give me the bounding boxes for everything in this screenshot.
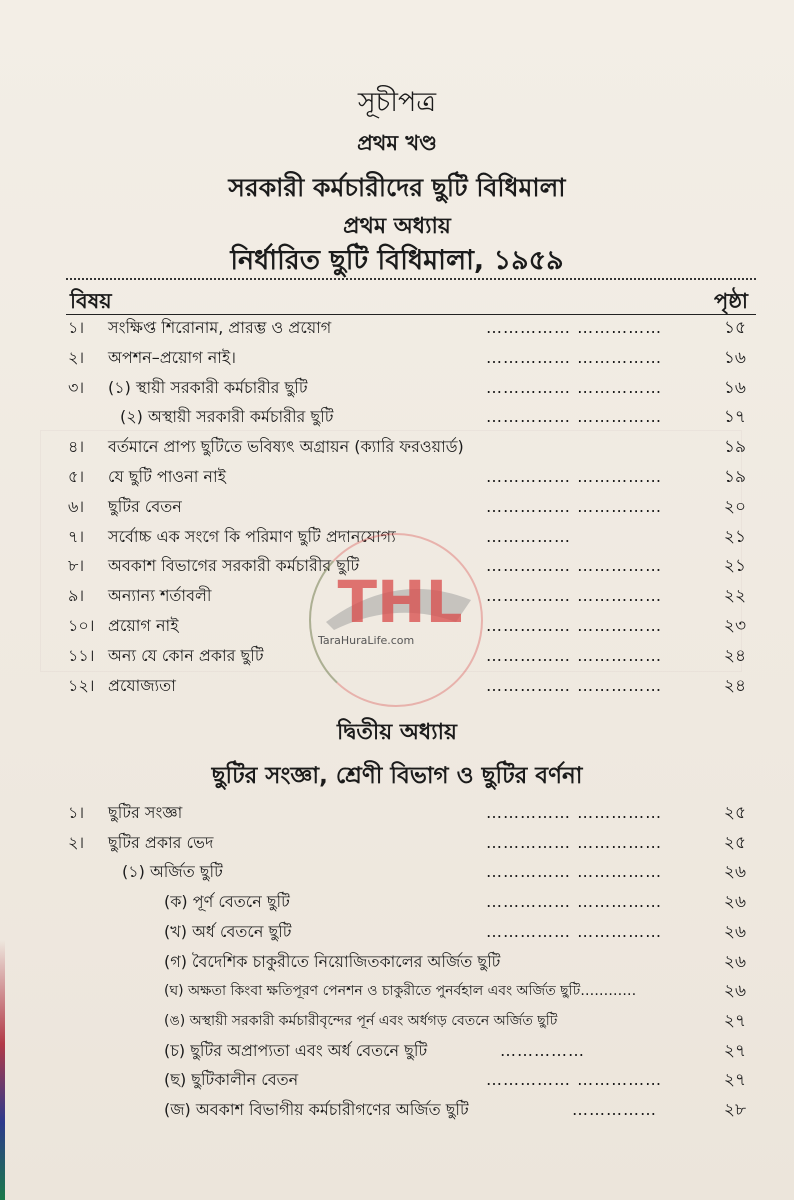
- toc-row-leader-dots: …………… ……………: [486, 347, 663, 367]
- toc-row: [0, 373, 794, 403]
- toc-row-page-number: ২৬: [723, 921, 746, 942]
- toc-row-text: (গ) বৈদেশিক চাকুরীতে নিয়োজিতকালের অর্জিত ছুটি: [164, 951, 501, 971]
- toc-row-page-number: ২৭: [723, 1040, 746, 1061]
- toc-row: [0, 492, 794, 522]
- toc-row-page-number: ২২: [723, 586, 746, 607]
- toc-row-leader-dots: …………… ……………: [486, 892, 663, 912]
- toc-row-leader-dots: …………… ……………: [486, 496, 663, 516]
- thl-watermark-logo: [306, 530, 486, 710]
- toc-row-number: ২।: [68, 832, 85, 852]
- toc-row-text: (ঘ) অক্ষতা কিংবা ক্ষতিপূরণ পেনশন ও চাকুরীতে পুনর্বহাল এবং অর্জিত ছুটি…………: [164, 983, 637, 1000]
- toc-row-page-number: ১৯: [723, 437, 746, 458]
- subject-column-header: বিষয়: [70, 289, 112, 313]
- toc-row-text: অন্যান্য শর্তাবলী: [108, 586, 212, 606]
- toc-row-text: (খ) অর্ধ বেতনে ছুটি: [164, 921, 292, 941]
- toc-row-number: ৬।: [68, 496, 85, 516]
- toc-row: [0, 917, 794, 947]
- toc-row-leader-dots: …………… ……………: [486, 377, 663, 397]
- toc-row: [0, 887, 794, 917]
- toc-row-leader-dots: …………… ……………: [486, 318, 663, 337]
- toc-row: [0, 947, 794, 977]
- toc-row: [0, 432, 794, 462]
- toc-row-text: (ছ) ছুটিকালীন বেতন: [164, 1070, 299, 1090]
- toc-row-page-number: ২৫: [723, 803, 746, 823]
- toc-row-text: (চ) ছুটির অপ্রাপ্যতা এবং অর্ধ বেতনে ছুটি: [164, 1040, 428, 1060]
- toc-row-leader-dots: …………… ……………: [486, 862, 663, 882]
- toc-row-leader-dots: …………… ……………: [486, 675, 663, 695]
- toc-row-page-number: ২১: [723, 526, 746, 547]
- toc-row-number: ১২।: [68, 675, 95, 695]
- toc-row-number: ৩।: [68, 377, 85, 397]
- toc-row-leader-dots: ……………: [486, 526, 571, 546]
- toc-row-leader-dots: …………… ……………: [486, 616, 663, 635]
- page-edge-strip: [0, 940, 5, 1200]
- book-title: সরকারী কর্মচারীদের ছুটি বিধিমালা: [228, 173, 566, 202]
- toc-row-leader-dots: …………… ……………: [486, 1070, 663, 1090]
- toc-row-text: (১) অর্জিত ছুটি: [122, 862, 223, 882]
- toc-row-page-number: ২৩: [723, 616, 746, 636]
- toc-row-number: ১১।: [68, 645, 95, 665]
- toc-row-number: ৪।: [68, 437, 85, 457]
- chapter2-heading: দ্বিতীয় অধ্যায়: [337, 720, 457, 745]
- toc-row-leader-dots: …………… ……………: [486, 407, 663, 427]
- toc-row-page-number: ২৭: [723, 1070, 746, 1091]
- toc-row-text: ছুটির সংজ্ঞা: [108, 803, 183, 822]
- toc-row-page-number: ২৪: [723, 645, 746, 666]
- toc-row-leader-dots: …………… ……………: [486, 832, 663, 852]
- toc-row: [0, 798, 794, 828]
- toc-row-text: (জ) অবকাশ বিভাগীয় কর্মচারীগণের অর্জিত ছুটি: [164, 1100, 469, 1119]
- toc-row-text: প্রযোজ্যতা: [108, 675, 176, 695]
- toc-row-text: প্রয়োগ নাই: [108, 616, 179, 635]
- toc-row-text: (ক) পূর্ণ বেতনে ছুটি: [164, 892, 290, 912]
- toc-row-text: অন্য যে কোন প্রকার ছুটি: [108, 645, 264, 665]
- toc-row: [0, 1095, 794, 1125]
- toc-row-number: ৫।: [68, 467, 85, 486]
- toc-row-page-number: ২৭: [723, 1010, 746, 1031]
- toc-row-page-number: ১৯: [723, 467, 746, 487]
- toc-row-number: ২।: [68, 347, 85, 367]
- toc-row-page-number: ২৫: [723, 832, 746, 853]
- toc-row-number: ১।: [68, 318, 85, 337]
- toc-row-leader-dots: …………… ……………: [486, 467, 663, 486]
- toc-row-page-number: ২১: [723, 556, 746, 577]
- toc-row: [0, 1036, 794, 1066]
- toc-row-page-number: ২৬: [723, 981, 746, 1002]
- toc-row: [0, 857, 794, 887]
- toc-row: [0, 313, 794, 343]
- toc-row-number: ৯।: [68, 586, 85, 606]
- toc-row-text: যে ছুটি পাওনা নাই: [108, 467, 226, 486]
- toc-row: [0, 402, 794, 432]
- toc-row-page-number: ১৭: [723, 407, 746, 428]
- toc-row-text: অবকাশ বিভাগের সরকারী কর্মচারীর ছুটি: [108, 556, 360, 576]
- toc-row-number: ৭।: [68, 526, 85, 546]
- toc-row: [0, 976, 794, 1006]
- watermark-logo-text: THL: [337, 568, 463, 636]
- toc-row-page-number: ১৫: [723, 318, 746, 338]
- toc-row-leader-dots: …………… ……………: [486, 921, 663, 941]
- toc-row: [0, 462, 794, 492]
- watermark-url: TaraHuraLife.com: [318, 634, 415, 647]
- toc-row-text: সর্বোচ্চ এক সংগে কি পরিমাণ ছুটি প্রদানযোগ্য: [108, 526, 396, 546]
- toc-row-page-number: ২৬: [723, 862, 746, 883]
- toc-row-page-number: ২০: [723, 496, 746, 517]
- toc-row-text: সংক্ষিপ্ত শিরোনাম, প্রারম্ভ ও প্রয়োগ: [108, 318, 332, 337]
- toc-row: [0, 828, 794, 858]
- toc-row-text: ছুটির বেতন: [108, 496, 182, 516]
- chapter2-title: ছুটির সংজ্ঞা, শ্রেণী বিভাগ ও ছুটির বর্ণনা: [211, 763, 583, 789]
- toc-row-leader-dots: …………… ……………: [486, 645, 663, 665]
- dotted-separator: [66, 278, 756, 280]
- toc-row-page-number: ২৬: [723, 951, 746, 972]
- toc-row-leader-dots: …………… ……………: [486, 803, 663, 822]
- page-column-header: পৃষ্ঠা: [713, 289, 748, 313]
- toc-row-leader-dots: ……………: [500, 1040, 585, 1060]
- toc-row-text: (ঙ) অস্থায়ী সরকারী কর্মচারীবৃন্দের পূর্ন এবং অর্ধগড় বেতনে অর্জিত ছুটি: [164, 1012, 558, 1029]
- toc-row-leader-dots: …………… ……………: [486, 586, 663, 606]
- toc-row-page-number: ১৬: [723, 347, 746, 368]
- toc-row-leader-dots: …………… ……………: [486, 556, 663, 576]
- toc-row: [0, 1065, 794, 1095]
- toc-row-number: ১০।: [68, 616, 95, 635]
- toc-row-page-number: ১৬: [723, 377, 746, 398]
- toc-row-page-number: ২৪: [723, 675, 746, 696]
- toc-row-leader-dots: ……………: [572, 1100, 657, 1119]
- toc-row: [0, 1006, 794, 1036]
- toc-row-number: ৮।: [68, 556, 85, 576]
- toc-row-text: ছুটির প্রকার ভেদ: [108, 832, 214, 852]
- toc-row-text: বর্তমানে প্রাপ্য ছুটিতে ভবিষ্যৎ অগ্রায়ন (ক্যারি ফরওয়ার্ড): [108, 437, 464, 457]
- toc-row-page-number: ২৬: [723, 892, 746, 913]
- chapter1-title: নির্ধারিত ছুটি বিধিমালা, ১৯৫৯: [230, 245, 564, 276]
- toc-row-text: (২) অস্থায়ী সরকারী কর্মচারীর ছুটি: [120, 407, 334, 427]
- toc-row: [0, 343, 794, 373]
- toc-title: সূচীপত্র: [357, 87, 437, 118]
- toc-row-text: (১) স্থায়ী সরকারী কর্মচারীর ছুটি: [108, 377, 308, 397]
- chapter1-heading: প্রথম অধ্যায়: [343, 214, 451, 239]
- part-heading: প্রথম খণ্ড: [357, 131, 437, 155]
- toc-row-number: ১।: [68, 803, 85, 822]
- toc-row-page-number: ২৮: [723, 1100, 746, 1120]
- toc-row-text: অপশন–প্রয়োগ নাই।: [108, 347, 236, 367]
